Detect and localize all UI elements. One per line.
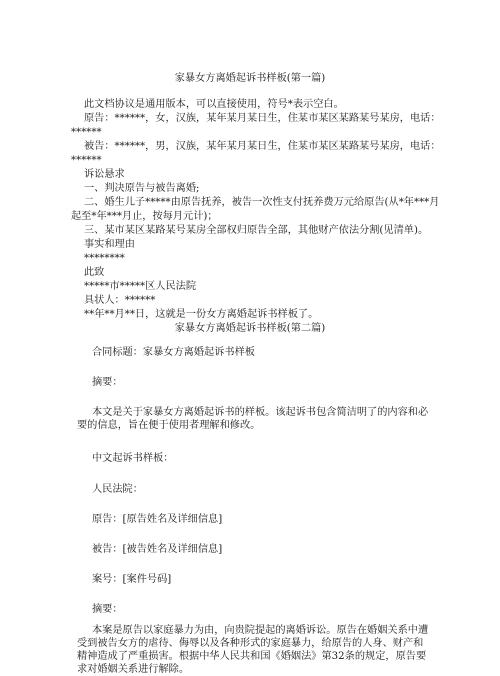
text-line: 三、某市某区某路某号某房全部权归原告全部，其他财产依法分割(见清单)。 — [84, 225, 429, 236]
text-line: 二、婚生儿子*****由原告抚养，被告一次性支付抚养费万元给原告(从*年***月 — [84, 197, 440, 208]
text-line: ******** — [84, 253, 125, 264]
abstract-label: 摘要： — [92, 377, 123, 388]
text-line: 原告：******，女，汉族，某年某月某日生，住某市某区某路某号某房，电话： — [84, 113, 441, 124]
text-line: 起至*年***月止，按每月元计)； — [71, 211, 218, 222]
defendant-line: 被告：[被告姓名及详细信息] — [92, 544, 223, 555]
text-line: 具状人：****** — [84, 295, 156, 306]
abstract-label-2: 摘要： — [92, 604, 123, 615]
text-line: ****** — [71, 127, 102, 138]
text-line: ****** — [71, 155, 102, 166]
text-line: 诉讼悬求 — [84, 169, 125, 180]
text-line: 此致 — [84, 267, 105, 278]
text-line: 事实和理由 — [84, 239, 135, 250]
part1-title: 家暴女方离婚起诉书样板(第一篇) — [174, 73, 326, 84]
court-line: 人民法院： — [92, 484, 143, 495]
cn-sample-label: 中文起诉书样板： — [92, 453, 174, 464]
text-line: 一、判决原告与被告离婚; — [84, 183, 200, 194]
text-line: **年**月**日，这就是一份女方离婚起诉书样板了。 — [84, 309, 319, 320]
abstract-paragraph: 本文是关于家暴女方离婚起诉书的样板。该起诉书包含简洁明了的内容和必要的信息，旨在便于使用者理解和修改。 — [77, 407, 429, 431]
text-line: 此文档协议是通用版本，可以直接使用，符号*表示空白。 — [84, 99, 344, 110]
text-line: *****市*****区人民法院 — [84, 281, 197, 292]
text-line: 被告：******，男，汉族，某年某月某日生，住某市某区某路某号某房，电话： — [84, 141, 441, 152]
body-paragraph: 本案是原告以家庭暴力为由，向贵院提起的离婚诉讼。原告在婚姻关系中遭受到被告女方的虐待、侮辱以及各种形式的家庭暴力，给原告的人身、财产和精神造成了严重损害。根据中华人民共和国《婚姻法》第32条的规定，原告要求对婚姻关系进行解除。 — [77, 625, 429, 675]
case-no-line: 案号：[案件号码] — [92, 574, 172, 585]
contract-title: 合同标题：家暴女方离婚起诉书样板 — [92, 347, 255, 358]
plaintiff-line: 原告：[原告姓名及详细信息] — [92, 514, 223, 525]
part2-title: 家暴女方离婚起诉书样板(第二篇) — [174, 323, 326, 334]
